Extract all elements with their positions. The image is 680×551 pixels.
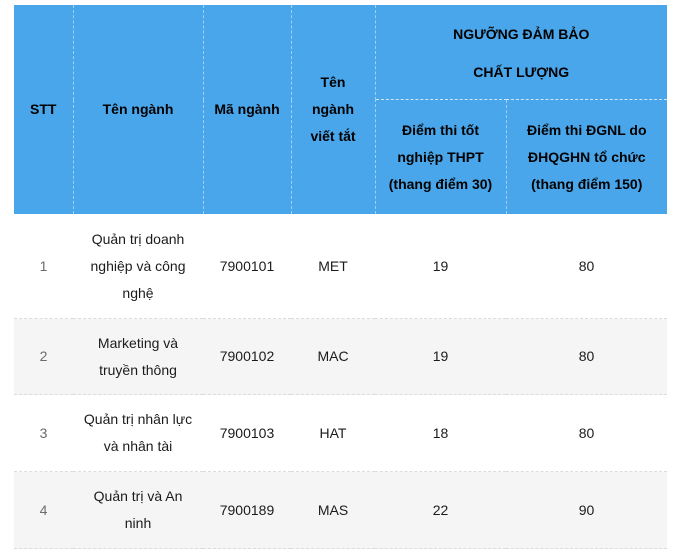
header-major-code: Mã ngành [203, 5, 291, 214]
table-body [14, 214, 667, 549]
row-major-code: 7900189 [203, 472, 291, 549]
row-thpt-score: 19 [375, 214, 506, 319]
row-major-abbr: MET [291, 214, 375, 319]
row-dgnl-score: 80 [506, 395, 667, 472]
row-major-name: Marketing và truyền thông [73, 319, 203, 395]
table-header [14, 5, 667, 214]
row-stt: 2 [14, 319, 73, 395]
row-major-code: 7900103 [203, 395, 291, 472]
row-major-code: 7900101 [203, 214, 291, 319]
header-thpt-score: Điểm thi tốt nghiệp THPT (thang điểm 30) [375, 100, 506, 215]
row-major-abbr: HAT [291, 395, 375, 472]
row-dgnl-score: 80 [506, 214, 667, 319]
row-major-name: Quản trị doanh nghiệp và công nghệ [73, 214, 203, 319]
row-stt: 3 [14, 395, 73, 472]
table-row [14, 472, 667, 549]
row-major-name: Quản trị nhân lực và nhân tài [73, 395, 203, 472]
header-stt: STT [14, 5, 73, 214]
table-row [14, 319, 667, 395]
header-quality-threshold [375, 5, 667, 100]
row-major-name: Quản trị và An ninh [73, 472, 203, 549]
admission-threshold-table [14, 5, 667, 549]
row-major-abbr: MAS [291, 472, 375, 549]
row-dgnl-score: 80 [506, 319, 667, 395]
table-row [14, 214, 667, 319]
row-major-code: 7900102 [203, 319, 291, 395]
row-stt: 1 [14, 214, 73, 319]
header-quality-threshold-line2: CHẤT LƯỢNG [473, 63, 570, 80]
row-thpt-score: 18 [375, 395, 506, 472]
table-row [14, 395, 667, 472]
header-major-name: Tên ngành [73, 5, 203, 214]
row-dgnl-score: 90 [506, 472, 667, 549]
header-major-abbr: Tên ngành viết tắt [291, 5, 375, 214]
header-dgnl-score: Điểm thi ĐGNL do ĐHQGHN tổ chức (thang điểm 150) [506, 100, 667, 215]
row-thpt-score: 22 [375, 472, 506, 549]
row-thpt-score: 19 [375, 319, 506, 395]
row-stt: 4 [14, 472, 73, 549]
header-quality-threshold-line1: NGƯỠNG ĐẢM BẢO [453, 25, 590, 42]
row-major-abbr: MAC [291, 319, 375, 395]
